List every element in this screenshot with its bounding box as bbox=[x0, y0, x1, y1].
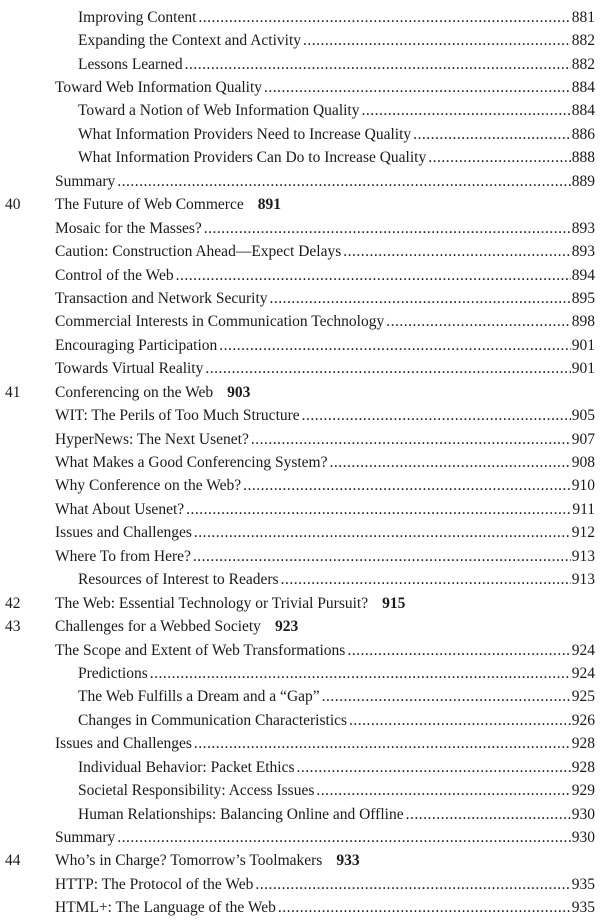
entry-page-number: 882 bbox=[571, 55, 595, 73]
entry-page-number: 905 bbox=[571, 407, 595, 425]
toc-entry bbox=[78, 709, 595, 732]
dot-leader bbox=[302, 407, 571, 425]
toc-subsection bbox=[0, 803, 600, 826]
entry-page-number: 928 bbox=[571, 758, 595, 776]
entry-title: Toward Web Information Quality bbox=[55, 79, 263, 97]
entry-title: Individual Behavior: Packet Ethics bbox=[78, 758, 295, 776]
toc-section bbox=[0, 897, 600, 920]
toc-entry bbox=[78, 53, 595, 76]
entry-title: The Scope and Extent of Web Transformations bbox=[55, 641, 346, 659]
dot-leader bbox=[413, 126, 571, 144]
toc-section bbox=[0, 733, 600, 756]
dot-leader bbox=[255, 876, 570, 894]
dot-leader bbox=[329, 454, 570, 472]
dot-leader bbox=[117, 173, 570, 191]
entry-title: What Information Providers Need to Increase Quality bbox=[78, 125, 412, 143]
toc-section bbox=[0, 639, 600, 662]
toc-section bbox=[0, 873, 600, 896]
toc-entry bbox=[55, 428, 595, 451]
chapter-title: The Future of Web Commerce bbox=[55, 196, 244, 214]
toc-subsection bbox=[0, 29, 600, 52]
dot-leader bbox=[406, 806, 571, 824]
entry-title: What About Usenet? bbox=[55, 500, 185, 518]
entry-page-number: 893 bbox=[571, 219, 595, 237]
chapter-title-group bbox=[55, 618, 298, 636]
toc-section bbox=[0, 334, 600, 357]
toc-entry bbox=[55, 873, 595, 896]
chapter-number: 44 bbox=[5, 852, 21, 870]
entry-title: Changes in Communication Characteristics bbox=[78, 711, 348, 729]
entry-title: Toward a Notion of Web Information Quality bbox=[78, 102, 360, 120]
toc-entry bbox=[78, 662, 595, 685]
entry-page-number: 926 bbox=[571, 711, 595, 729]
toc-subsection bbox=[0, 6, 600, 29]
table-of-contents bbox=[0, 6, 600, 920]
chapter-page-number: 933 bbox=[336, 852, 360, 870]
dot-leader bbox=[204, 220, 571, 238]
entry-title: Issues and Challenges bbox=[55, 524, 192, 542]
dot-leader bbox=[243, 477, 571, 495]
toc-entry bbox=[78, 756, 595, 779]
toc-section bbox=[0, 451, 600, 474]
entry-title: Encouraging Participation bbox=[55, 336, 218, 354]
toc-entry bbox=[55, 404, 595, 427]
entry-title: Why Conference on the Web? bbox=[55, 477, 242, 495]
toc-section bbox=[0, 170, 600, 193]
entry-title: Summary bbox=[55, 172, 116, 190]
toc-entry bbox=[55, 826, 595, 849]
toc-subsection bbox=[0, 123, 600, 146]
chapter-page-number: 923 bbox=[274, 618, 299, 636]
chapter-title-group bbox=[55, 384, 250, 402]
toc-entry bbox=[78, 803, 595, 826]
entry-page-number: 929 bbox=[571, 782, 595, 800]
toc-entry bbox=[78, 29, 595, 52]
dot-leader bbox=[194, 524, 571, 542]
dot-leader bbox=[185, 56, 571, 74]
dot-leader bbox=[219, 337, 570, 355]
chapter-heading bbox=[0, 381, 600, 404]
toc-subsection bbox=[0, 686, 600, 709]
chapter-number: 40 bbox=[5, 196, 21, 214]
entry-page-number: 898 bbox=[571, 313, 595, 331]
dot-leader bbox=[303, 32, 571, 50]
dot-leader bbox=[343, 243, 570, 261]
toc-section bbox=[0, 826, 600, 849]
toc-entry bbox=[55, 287, 595, 310]
toc-subsection bbox=[0, 709, 600, 732]
entry-title: Commercial Interests in Communication Technology bbox=[55, 313, 385, 331]
entry-page-number: 924 bbox=[571, 664, 595, 682]
toc-entry bbox=[55, 498, 595, 521]
chapter-title: Who’s in Charge? Tomorrow’s Toolmakers bbox=[55, 852, 323, 870]
toc-entry bbox=[55, 311, 595, 334]
entry-title: Issues and Challenges bbox=[55, 735, 192, 753]
dot-leader bbox=[278, 899, 571, 917]
chapter-title: Conferencing on the Web bbox=[55, 383, 214, 401]
dot-leader bbox=[428, 149, 571, 167]
entry-page-number: 924 bbox=[571, 641, 595, 659]
chapter-title-group bbox=[55, 595, 405, 613]
toc-entry bbox=[55, 475, 595, 498]
toc-entry bbox=[55, 733, 595, 756]
entry-title: Expanding the Context and Activity bbox=[78, 32, 301, 50]
toc-entry bbox=[78, 779, 595, 802]
entry-page-number: 881 bbox=[571, 8, 595, 26]
entry-title: WIT: The Perils of Too Much Structure bbox=[55, 407, 300, 425]
chapter-title-group bbox=[55, 852, 360, 870]
toc-entry bbox=[55, 334, 595, 357]
toc-subsection bbox=[0, 662, 600, 685]
toc-subsection bbox=[0, 100, 600, 123]
entry-page-number: 901 bbox=[571, 360, 595, 378]
entry-page-number: 889 bbox=[571, 172, 595, 190]
entry-page-number: 907 bbox=[571, 430, 595, 448]
chapter-heading bbox=[0, 850, 600, 873]
chapter-line bbox=[5, 194, 595, 217]
entry-title: The Web Fulfills a Dream and a “Gap” bbox=[78, 688, 320, 706]
entry-title: Control of the Web bbox=[55, 266, 174, 284]
toc-section bbox=[0, 240, 600, 263]
dot-leader bbox=[281, 571, 571, 589]
toc-section bbox=[0, 287, 600, 310]
entry-title: Where To from Here? bbox=[55, 547, 191, 565]
dot-leader bbox=[270, 290, 571, 308]
toc-entry bbox=[55, 451, 595, 474]
entry-page-number: 912 bbox=[571, 524, 595, 542]
toc-entry bbox=[55, 240, 595, 263]
entry-page-number: 913 bbox=[571, 547, 595, 565]
entry-page-number: 882 bbox=[571, 32, 595, 50]
entry-title: What Makes a Good Conferencing System? bbox=[55, 454, 328, 472]
chapter-number: 42 bbox=[5, 594, 21, 612]
toc-section bbox=[0, 404, 600, 427]
toc-entry bbox=[55, 76, 595, 99]
chapter-page-number: 915 bbox=[382, 594, 406, 612]
dot-leader bbox=[386, 313, 571, 331]
entry-title: What Information Providers Can Do to Increase Quality bbox=[78, 149, 427, 167]
toc-subsection bbox=[0, 53, 600, 76]
toc-entry bbox=[55, 358, 595, 381]
dot-leader bbox=[205, 360, 570, 378]
chapter-heading bbox=[0, 615, 600, 638]
dot-leader bbox=[194, 735, 571, 753]
chapter-line bbox=[5, 615, 595, 638]
toc-entry bbox=[55, 264, 595, 287]
dot-leader bbox=[322, 688, 571, 706]
dot-leader bbox=[264, 79, 571, 97]
dot-leader bbox=[117, 829, 570, 847]
entry-title: Caution: Construction Ahead—Expect Delays bbox=[55, 243, 342, 261]
toc-entry bbox=[78, 100, 595, 123]
entry-page-number: 913 bbox=[571, 571, 595, 589]
toc-section bbox=[0, 217, 600, 240]
entry-page-number: 910 bbox=[571, 477, 595, 495]
chapter-page-number: 891 bbox=[257, 196, 281, 214]
toc-section bbox=[0, 264, 600, 287]
entry-title: Lessons Learned bbox=[78, 55, 183, 73]
entry-page-number: 884 bbox=[571, 79, 595, 97]
entry-title: Transaction and Network Security bbox=[55, 289, 268, 307]
entry-title: Improving Content bbox=[78, 8, 197, 26]
entry-title: Towards Virtual Reality bbox=[55, 360, 204, 378]
toc-section bbox=[0, 428, 600, 451]
entry-title: HTML+: The Language of the Web bbox=[55, 899, 276, 917]
chapter-heading bbox=[0, 194, 600, 217]
entry-page-number: 930 bbox=[571, 829, 595, 847]
dot-leader bbox=[176, 267, 571, 285]
entry-title: HTTP: The Protocol of the Web bbox=[55, 875, 254, 893]
toc-subsection bbox=[0, 147, 600, 170]
chapter-title: Challenges for a Webbed Society bbox=[55, 618, 261, 636]
toc-entry bbox=[55, 639, 595, 662]
toc-section bbox=[0, 522, 600, 545]
dot-leader bbox=[361, 102, 570, 120]
entry-title: Societal Responsibility: Access Issues bbox=[78, 782, 315, 800]
entry-page-number: 884 bbox=[571, 102, 595, 120]
toc-entry bbox=[78, 147, 595, 170]
toc-entry bbox=[55, 522, 595, 545]
toc-subsection bbox=[0, 569, 600, 592]
dot-leader bbox=[316, 782, 570, 800]
chapter-title-group bbox=[55, 196, 281, 214]
toc-entry bbox=[78, 686, 595, 709]
entry-page-number: 935 bbox=[571, 899, 595, 917]
toc-section bbox=[0, 498, 600, 521]
entry-page-number: 894 bbox=[571, 266, 595, 284]
entry-title: HyperNews: The Next Usenet? bbox=[55, 430, 249, 448]
dot-leader bbox=[186, 501, 571, 519]
entry-page-number: 908 bbox=[571, 454, 595, 472]
toc-entry bbox=[78, 123, 595, 146]
dot-leader bbox=[150, 665, 571, 683]
toc-section bbox=[0, 76, 600, 99]
chapter-number: 41 bbox=[5, 383, 21, 401]
entry-page-number: 930 bbox=[571, 805, 595, 823]
entry-page-number: 895 bbox=[571, 289, 595, 307]
entry-title: Mosaic for the Masses? bbox=[55, 219, 202, 237]
toc-section bbox=[0, 545, 600, 568]
chapter-number: 43 bbox=[5, 618, 21, 636]
dot-leader bbox=[349, 712, 571, 730]
entry-page-number: 935 bbox=[571, 875, 595, 893]
dot-leader bbox=[193, 548, 571, 566]
entry-title: Predictions bbox=[78, 664, 148, 682]
chapter-line bbox=[5, 592, 595, 615]
chapter-page-number: 903 bbox=[227, 383, 251, 401]
toc-entry bbox=[55, 897, 595, 920]
entry-title: Resources of Interest to Readers bbox=[78, 571, 279, 589]
entry-page-number: 911 bbox=[572, 500, 595, 518]
dot-leader bbox=[347, 642, 570, 660]
toc-entry bbox=[78, 6, 595, 29]
dot-leader bbox=[251, 431, 571, 449]
entry-title: Human Relationships: Balancing Online and Offline bbox=[78, 805, 404, 823]
entry-page-number: 925 bbox=[571, 688, 595, 706]
toc-section bbox=[0, 475, 600, 498]
dot-leader bbox=[198, 9, 570, 27]
chapter-line bbox=[5, 850, 595, 873]
toc-section bbox=[0, 358, 600, 381]
toc-section bbox=[0, 311, 600, 334]
entry-page-number: 893 bbox=[571, 243, 595, 261]
entry-page-number: 888 bbox=[571, 149, 595, 167]
toc-subsection bbox=[0, 779, 600, 802]
toc-entry bbox=[55, 217, 595, 240]
toc-subsection bbox=[0, 756, 600, 779]
dot-leader bbox=[297, 759, 571, 777]
entry-page-number: 901 bbox=[571, 336, 595, 354]
entry-page-number: 886 bbox=[571, 125, 595, 143]
toc-entry bbox=[55, 545, 595, 568]
chapter-line bbox=[5, 381, 595, 404]
chapter-title: The Web: Essential Technology or Trivial Pursuit? bbox=[55, 594, 369, 612]
entry-title: Summary bbox=[55, 829, 116, 847]
chapter-heading bbox=[0, 592, 600, 615]
toc-entry bbox=[78, 569, 595, 592]
entry-page-number: 928 bbox=[571, 735, 595, 753]
toc-entry bbox=[55, 170, 595, 193]
